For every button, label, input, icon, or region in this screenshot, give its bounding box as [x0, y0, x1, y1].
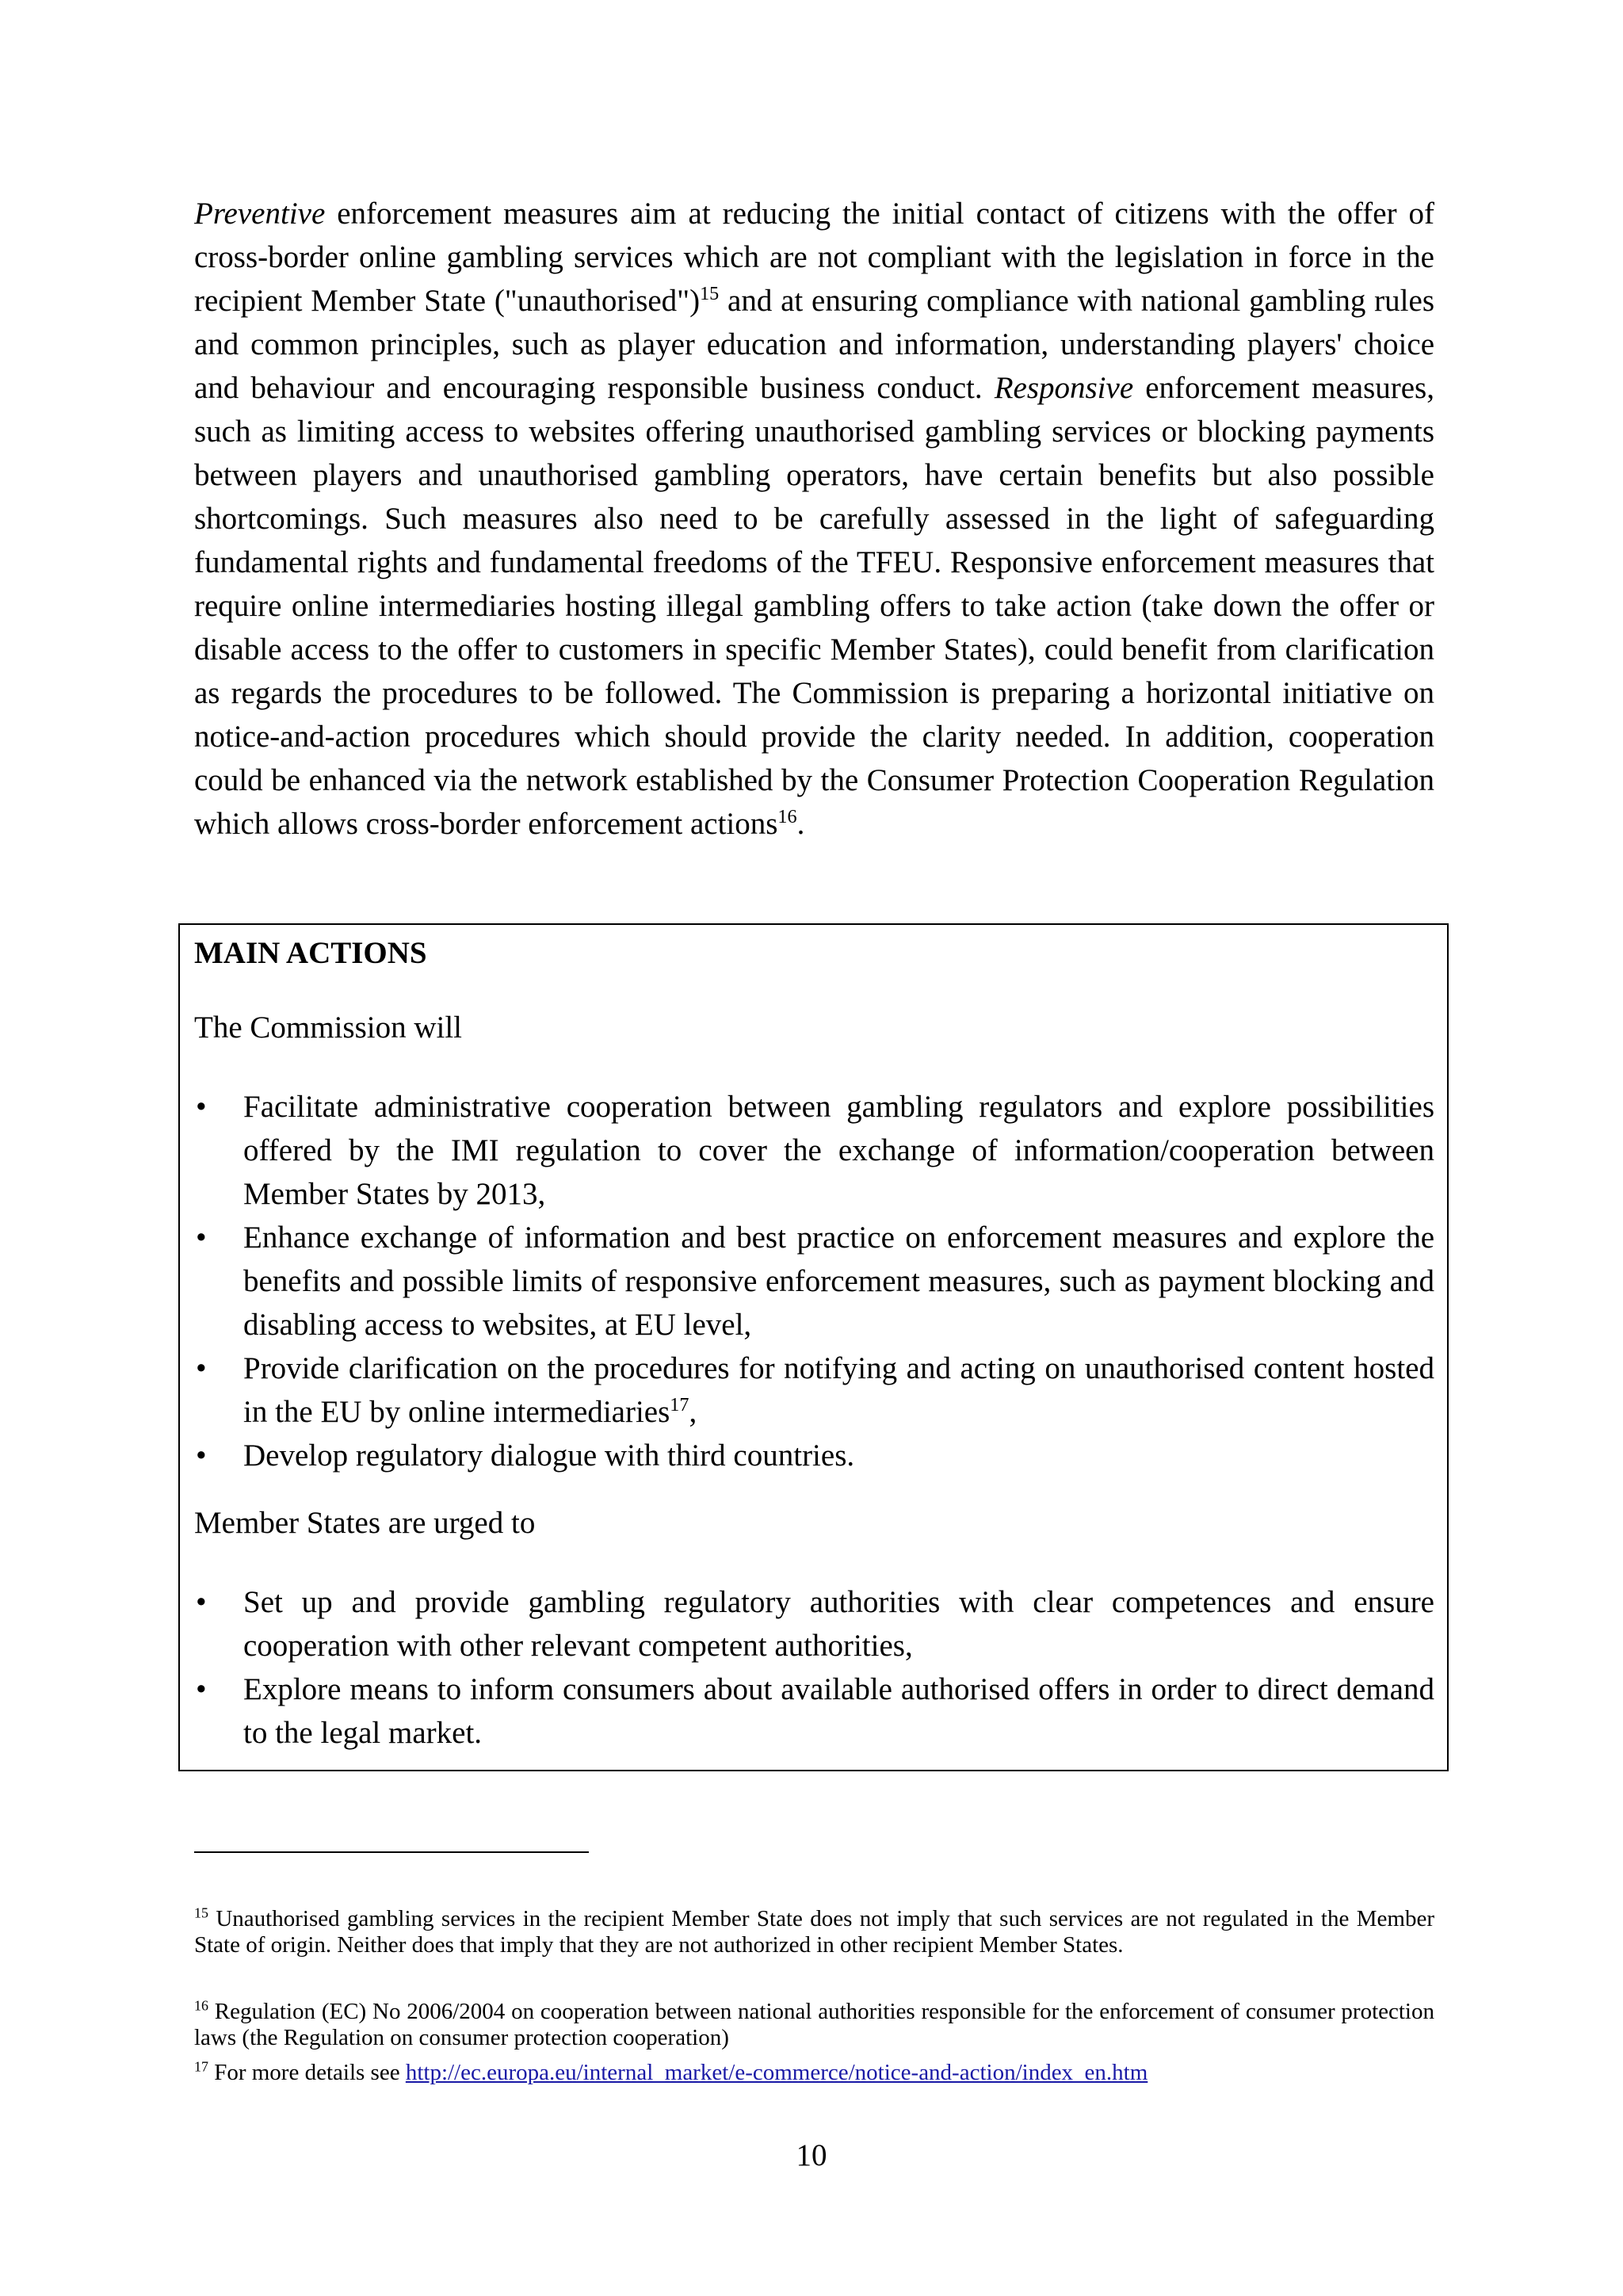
member-states-actions-list [194, 1580, 1434, 1755]
list-item: • Set up and provide gambling regulatory authorities with clear competences and ensure cooperation with other relevant competent authorities, [194, 1580, 1434, 1668]
bullet-icon: • [196, 1585, 207, 1619]
footnote-divider [194, 1851, 589, 1853]
footnote-17: $^{17}$ For more details see http://ec.europa.eu/internal_market/e-commerce/notice-and-action/index_en.htm [194, 2058, 1148, 2085]
commission-actions-list [194, 1085, 1434, 1477]
footnote-number: 15 [194, 1904, 208, 1921]
list-item: • Develop regulatory dialogue with third countries. [194, 1434, 1434, 1477]
main-actions-heading: MAIN ACTIONS [194, 936, 427, 970]
page-number: 10 [796, 2138, 827, 2172]
list-item: • Provide clarification on the procedures for notifying and acting on unauthorised content hosted in the EU by online intermediaries$^{17}$, [194, 1347, 1434, 1434]
main-actions-box [178, 923, 1449, 1771]
list-item: • Explore means to inform consumers about available authorised offers in order to direct demand to the legal market. [194, 1668, 1434, 1755]
bullet-icon: • [196, 1090, 207, 1124]
paragraph-text: enforcement measures aim at reducing the initial contact of citizens with the offer of cross-border online gambling services which are not compliant with the legislation in force in the recipient Member State ("unauthorised") [194, 197, 1434, 318]
footnote-ref-17[interactable]: 17 [670, 1394, 689, 1415]
list-item: • Facilitate administrative cooperation between gambling regulators and explore possibilities offered by the IMI regulation to cover the exchange of information/cooperation between Member States by 2013, [194, 1085, 1434, 1216]
footnote-ref-15[interactable]: 15 [700, 283, 720, 304]
bullet-icon: • [196, 1438, 207, 1473]
footnote-16: $^{16}$ Regulation (EC) No 2006/2004 on cooperation between national authorities responsible for the enforcement of consumer protection laws (the Regulation on consumer protection cooperation) [194, 1997, 1434, 2050]
footnote-ref-16[interactable]: 16 [777, 806, 797, 827]
commission-intro: The Commission will [194, 1010, 463, 1045]
emphasis-responsive: Responsive [994, 371, 1134, 405]
footnote-number: 16 [194, 1997, 208, 2014]
bullet-icon: • [196, 1221, 207, 1255]
paragraph-text: and at ensuring compliance with national gambling rules and common principles, such as player education and information, understanding players' choice and behaviour and encouraging responsible business conduct. [194, 284, 1434, 405]
footnote-number: 17 [194, 2058, 208, 2075]
body-paragraph [194, 192, 1434, 846]
footnote-15: $^{15}$ Unauthorised gambling services in the recipient Member State does not imply that such services are not regulated in the Member State of origin. Neither does that imply that they are not authorized in other recipient Member States. [194, 1904, 1434, 1958]
member-states-intro: Member States are urged to [194, 1506, 536, 1540]
list-item: • Enhance exchange of information and best practice on enforcement measures and explore the benefits and possible limits of responsive enforcement measures, such as payment blocking and disabling access to websites, at EU level, [194, 1216, 1434, 1347]
paragraph-text: . [796, 807, 805, 841]
emphasis-preventive: Preventive [194, 197, 326, 231]
notice-and-action-link[interactable]: http://ec.europa.eu/internal_market/e-commerce/notice-and-action/index_en.htm [405, 2060, 1148, 2085]
bullet-icon: • [196, 1351, 207, 1385]
paragraph-text: enforcement measures, such as limiting access to websites offering unauthorised gambling services or blocking payments between players and unauthorised gambling operators, have certain benefits but also possible shortcomings. Such measures also need to be carefully assessed in the light of safeguarding fundamental rights and fundamental freedoms of the TFEU. Responsive enforcement measures that require online intermediaries hosting illegal gambling offers to take action (take down the offer or disable access to the offer to customers in specific Member States), could benefit from clarification as regards the procedures to be followed. The Commission is preparing a horizontal initiative on notice-and-action procedures which should provide the clarity needed. In addition, cooperation could be enhanced via the network established by the Consumer Protection Cooperation Regulation which allows cross-border enforcement actions [194, 371, 1434, 841]
bullet-icon: • [196, 1672, 207, 1706]
